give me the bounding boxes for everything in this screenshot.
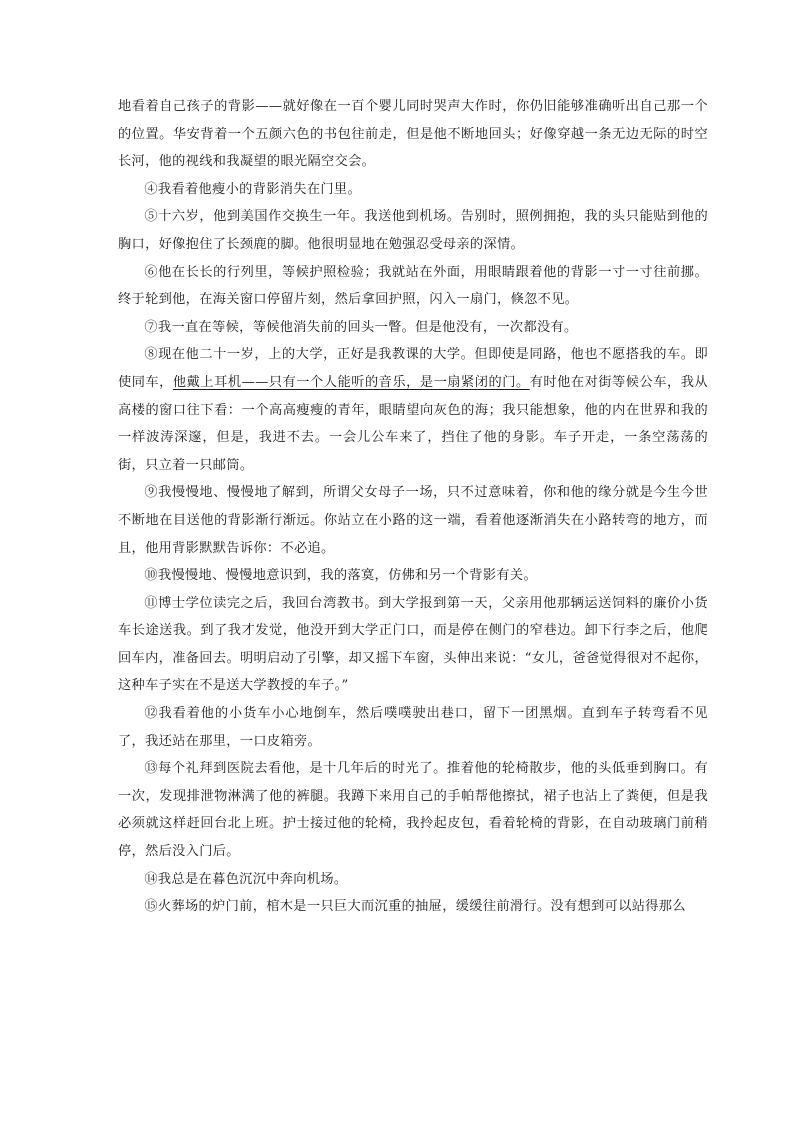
paragraph-text: ⑦我一直在等候，等候他消失前的回头一瞥。但是他没有，一次都没有。	[144, 319, 578, 335]
paragraph-text: ④我看着他瘦小的背影消失在门里。	[144, 181, 361, 197]
paragraph-text: ⑨我慢慢地、慢慢地了解到，所谓父女母子一场，只不过意味着，你和他的缘分就是今生今世不断地在目送他的背影渐行渐远。你站立在小路的这一端，看着他逐渐消失在小路转弯的地方，而且，他用背影默默告诉你：不必追。	[118, 485, 708, 556]
paragraph	[118, 176, 708, 204]
paragraph	[118, 866, 708, 894]
paragraph	[118, 203, 708, 258]
paragraph-text: ⑥他在长长的行列里，等候护照检验；我就站在外面，用眼睛跟着他的背影一寸一寸往前挪。终于轮到他，在海关窗口停留片刻，然后拿回护照，闪入一扇门，倏忽不见。	[118, 264, 708, 308]
paragraph	[118, 341, 708, 479]
paragraph	[118, 562, 708, 590]
paragraph	[118, 700, 708, 755]
paragraph-text: ⑭我总是在暮色沉沉中奔向机场。	[144, 871, 348, 887]
paragraph-text: 有时他在对街等候公车，我从高楼的窗口往下看：一个高高瘦瘦的青年，眼睛望向灰色的海；我只能想象，他的内在世界和我的一样波涛深邃，但是，我进不去。一会儿公车来了，挡住了他的身影。车子开走，一条空荡荡的街，只立着一只邮筒。	[118, 374, 708, 473]
paragraph-text: ⑧现在他二十一岁，上的大学，正好是我教课的大学。但即使是同路，他也不愿搭我的车。即使同车，	[118, 347, 708, 390]
essay-text	[118, 93, 708, 921]
paragraph	[118, 314, 708, 342]
paragraph	[118, 755, 708, 865]
paragraph-text: ⑤十六岁，他到美国作交换生一年。我送他到机场。告别时，照例拥抱，我的头只能贴到他的胸口，好像抱住了长颈鹿的脚。他很明显地在勉强忍受母亲的深情。	[118, 209, 708, 252]
underlined-sentence: 他戴上耳机——只有一个人能听的音乐，是一扇紧闭的门。	[172, 374, 530, 390]
paragraph	[118, 93, 708, 176]
paragraph-text: ⑩我慢慢地、慢慢地意识到，我的落寞，仿佛和另一个背影有关。	[144, 568, 537, 584]
paragraph-text: ⑮火葬场的炉门前，棺木是一只巨大而沉重的抽屉，缓缓往前滑行。没有想到可以站得那么	[144, 899, 686, 915]
paragraph-text: ⑫我看着他的小货车小心地倒车，然后噗噗驶出巷口，留下一团黑烟。直到车子转弯看不见了，我还站在那里，一口皮箱旁。	[118, 706, 708, 749]
paragraph-text: 地看着自己孩子的背影——就好像在一百个婴儿同时哭声大作时，你仍旧能够准确听出自己那一个的位置。华安背着一个五颜六色的书包往前走，但是他不断地回头；好像穿越一条无边无际的时空长河，他的视线和我凝望的眼光隔空交会。	[118, 99, 708, 170]
paragraph-text: ⑪博士学位读完之后，我回台湾教书。到大学报到第一天，父亲用他那辆运送饲料的廉价小货车长途送我。到了我才发觉，他没开到大学正门口，而是停在侧门的窄巷边。卸下行李之后，他爬回车内，准备回去。明明启动了引擎，却又摇下车窗，头伸出来说：“女儿，爸爸觉得很对不起你，这种车子实在不是送大学教授的车子。”	[118, 595, 708, 694]
paragraph	[118, 479, 708, 562]
paragraph	[118, 893, 708, 921]
paragraph	[118, 590, 708, 700]
paragraph-text: ⑬每个礼拜到医院去看他，是十几年后的时光了。推着他的轮椅散步，他的头低垂到胸口。有一次，发现排泄物淋满了他的裤腿。我蹲下来用自己的手帕帮他擦拭，裙子也沾上了粪便，但是我必须就这样赶回台北上班。护士接过他的轮椅，我拎起皮包，看着轮椅的背影，在自动玻璃门前稍停，然后没入门后。	[118, 761, 708, 860]
paragraph	[118, 259, 708, 314]
